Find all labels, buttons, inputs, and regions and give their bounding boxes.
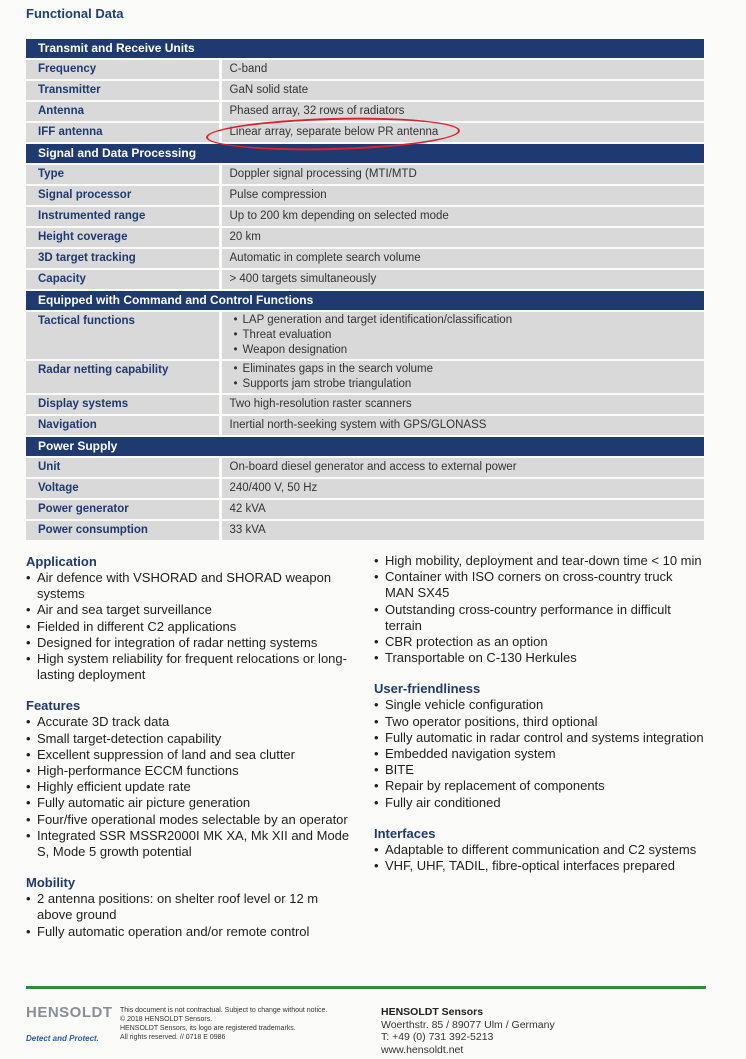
bullet-list <box>374 553 704 666</box>
list-item: • Outstanding cross-country performance in difficult terrain <box>374 602 704 634</box>
features-section <box>26 697 356 860</box>
bullet-list <box>26 891 356 940</box>
list-item: • Threat evaluation <box>230 328 705 343</box>
bullet-list <box>374 842 704 874</box>
list-item: • Two operator positions, third optional <box>374 714 704 730</box>
list-item: • Container with ISO corners on cross-country truck MAN SX45 <box>374 569 704 601</box>
bullet-list <box>26 570 356 683</box>
section-heading: Interfaces <box>374 825 436 841</box>
list-item: • High system reliability for frequent relocations or long-lasting deployment <box>26 651 356 683</box>
list-item: • Small target-detection capability <box>26 731 356 747</box>
list-item: • 2 antenna positions: on shelter roof level or 12 m above ground <box>26 891 356 923</box>
table-row: Radar netting capability • Eliminates gaps in the search volume • Supports jam strobe triangulation <box>26 360 704 394</box>
list-item: • Four/five operational modes selectable by an operator <box>26 812 356 828</box>
list-item: • VHF, UHF, TADIL, fibre-optical interfaces prepared <box>374 858 704 874</box>
table-row: Unit On-board diesel generator and access to external power <box>26 457 704 478</box>
spec-table <box>26 37 704 540</box>
list-item: • Air and sea target surveillance <box>26 602 356 618</box>
bullet-list <box>374 697 704 810</box>
section-header: Power Supply <box>26 436 704 457</box>
section-header: Signal and Data Processing <box>26 143 704 164</box>
list-item: • Fully automatic air picture generation <box>26 795 356 811</box>
list-item: • BITE <box>374 762 704 778</box>
list-item: • Fully automatic in radar control and systems integration <box>374 730 704 746</box>
list-item: • Fully air conditioned <box>374 795 704 811</box>
list-item: • High-performance ECCM functions <box>26 763 356 779</box>
list-item: • High mobility, deployment and tear-down time < 10 min <box>374 553 704 569</box>
table-row: Voltage 240/400 V, 50 Hz <box>26 478 704 499</box>
company-name: HENSOLDT Sensors <box>381 1006 484 1018</box>
bullet-list <box>230 362 705 392</box>
list-item: • Repair by replacement of components <box>374 778 704 794</box>
phone: T: +49 (0) 731 392-5213 <box>381 1031 494 1043</box>
company-address <box>381 1006 555 1056</box>
list-item: • Weapon designation <box>230 343 705 358</box>
section-header: Equipped with Command and Control Functions <box>26 290 704 311</box>
bullet-list <box>230 313 705 358</box>
list-item: • CBR protection as an option <box>374 634 704 650</box>
table-row: Antenna Phased array, 32 rows of radiators <box>26 101 704 122</box>
list-item: • Highly efficient update rate <box>26 779 356 795</box>
footer-divider <box>26 986 706 989</box>
table-row: Power generator 42 kVA <box>26 499 704 520</box>
table-row: Signal processor Pulse compression <box>26 185 704 206</box>
left-column <box>26 553 356 954</box>
list-item: • Adaptable to different communication and C2 systems <box>374 842 704 858</box>
table-row: Display systems Two high-resolution raster scanners <box>26 394 704 415</box>
street-address: Woerthstr. 85 / 89077 Ulm / Germany <box>381 1018 555 1031</box>
list-item: • Transportable on C-130 Herkules <box>374 650 704 666</box>
list-item: • Fielded in different C2 applications <box>26 619 356 635</box>
table-row: Height coverage 20 km <box>26 227 704 248</box>
list-item: • LAP generation and target identification/classification <box>230 313 705 328</box>
table-row: Frequency C-band <box>26 59 704 80</box>
list-item: • Embedded navigation system <box>374 746 704 762</box>
table-row: Type Doppler signal processing (MTI/MTD <box>26 164 704 185</box>
tagline: Detect and Protect. <box>26 1034 99 1043</box>
list-item: • Eliminates gaps in the search volume <box>230 362 705 377</box>
section-heading: Mobility <box>26 875 76 891</box>
mobility-section <box>26 874 356 940</box>
section-heading: Features <box>26 698 81 714</box>
list-item: • Air defence with VSHORAD and SHORAD weapon systems <box>26 570 356 602</box>
list-item: • Integrated SSR MSSR2000I MK XA, Mk XII and Mode S, Mode 5 growth potential <box>26 828 356 860</box>
user-friendliness-section <box>374 680 704 810</box>
table-row: Transmitter GaN solid state <box>26 80 704 101</box>
bullet-list <box>26 714 356 860</box>
application-continued-section <box>374 553 704 666</box>
section-heading: User-friendliness <box>374 681 481 697</box>
list-item: • Fully automatic operation and/or remote control <box>26 924 356 940</box>
table-row: Instrumented range Up to 200 km depending on selected mode <box>26 206 704 227</box>
table-row: Tactical functions • LAP generation and target identification/classification • Threat evaluation • Weapon designation <box>26 311 704 360</box>
table-row: Capacity > 400 targets simultaneously <box>26 269 704 290</box>
hensoldt-logo: HENSOLDT <box>26 1004 113 1021</box>
section-heading: Application <box>26 554 97 569</box>
right-column <box>374 553 704 888</box>
interfaces-section <box>374 825 704 874</box>
list-item: • Accurate 3D track data <box>26 714 356 730</box>
table-row: 3D target tracking Automatic in complete search volume <box>26 248 704 269</box>
table-row: Navigation Inertial north-seeking system with GPS/GLONASS <box>26 415 704 436</box>
table-row: Power consumption 33 kVA <box>26 520 704 540</box>
disclaimer: This document is not contractual. Subject to change without notice. © 2018 HENSOLDT Sensors. HENSOLDT Sensors, its logo are registered trademarks. All rights reserved. // 0718 E 0986 <box>120 1007 328 1041</box>
list-item: • Designed for integration of radar netting systems <box>26 635 356 651</box>
table-row: IFF antenna Linear array, separate below PR antenna <box>26 122 704 143</box>
website-link[interactable]: www.hensoldt.net <box>381 1043 464 1056</box>
list-item: • Excellent suppression of land and sea clutter <box>26 747 356 763</box>
list-item: • Supports jam strobe triangulation <box>230 377 705 392</box>
list-item: • Single vehicle configuration <box>374 697 704 713</box>
page-title: Functional Data <box>26 6 124 21</box>
application-section <box>26 553 356 683</box>
section-header: Transmit and Receive Units <box>26 38 704 59</box>
